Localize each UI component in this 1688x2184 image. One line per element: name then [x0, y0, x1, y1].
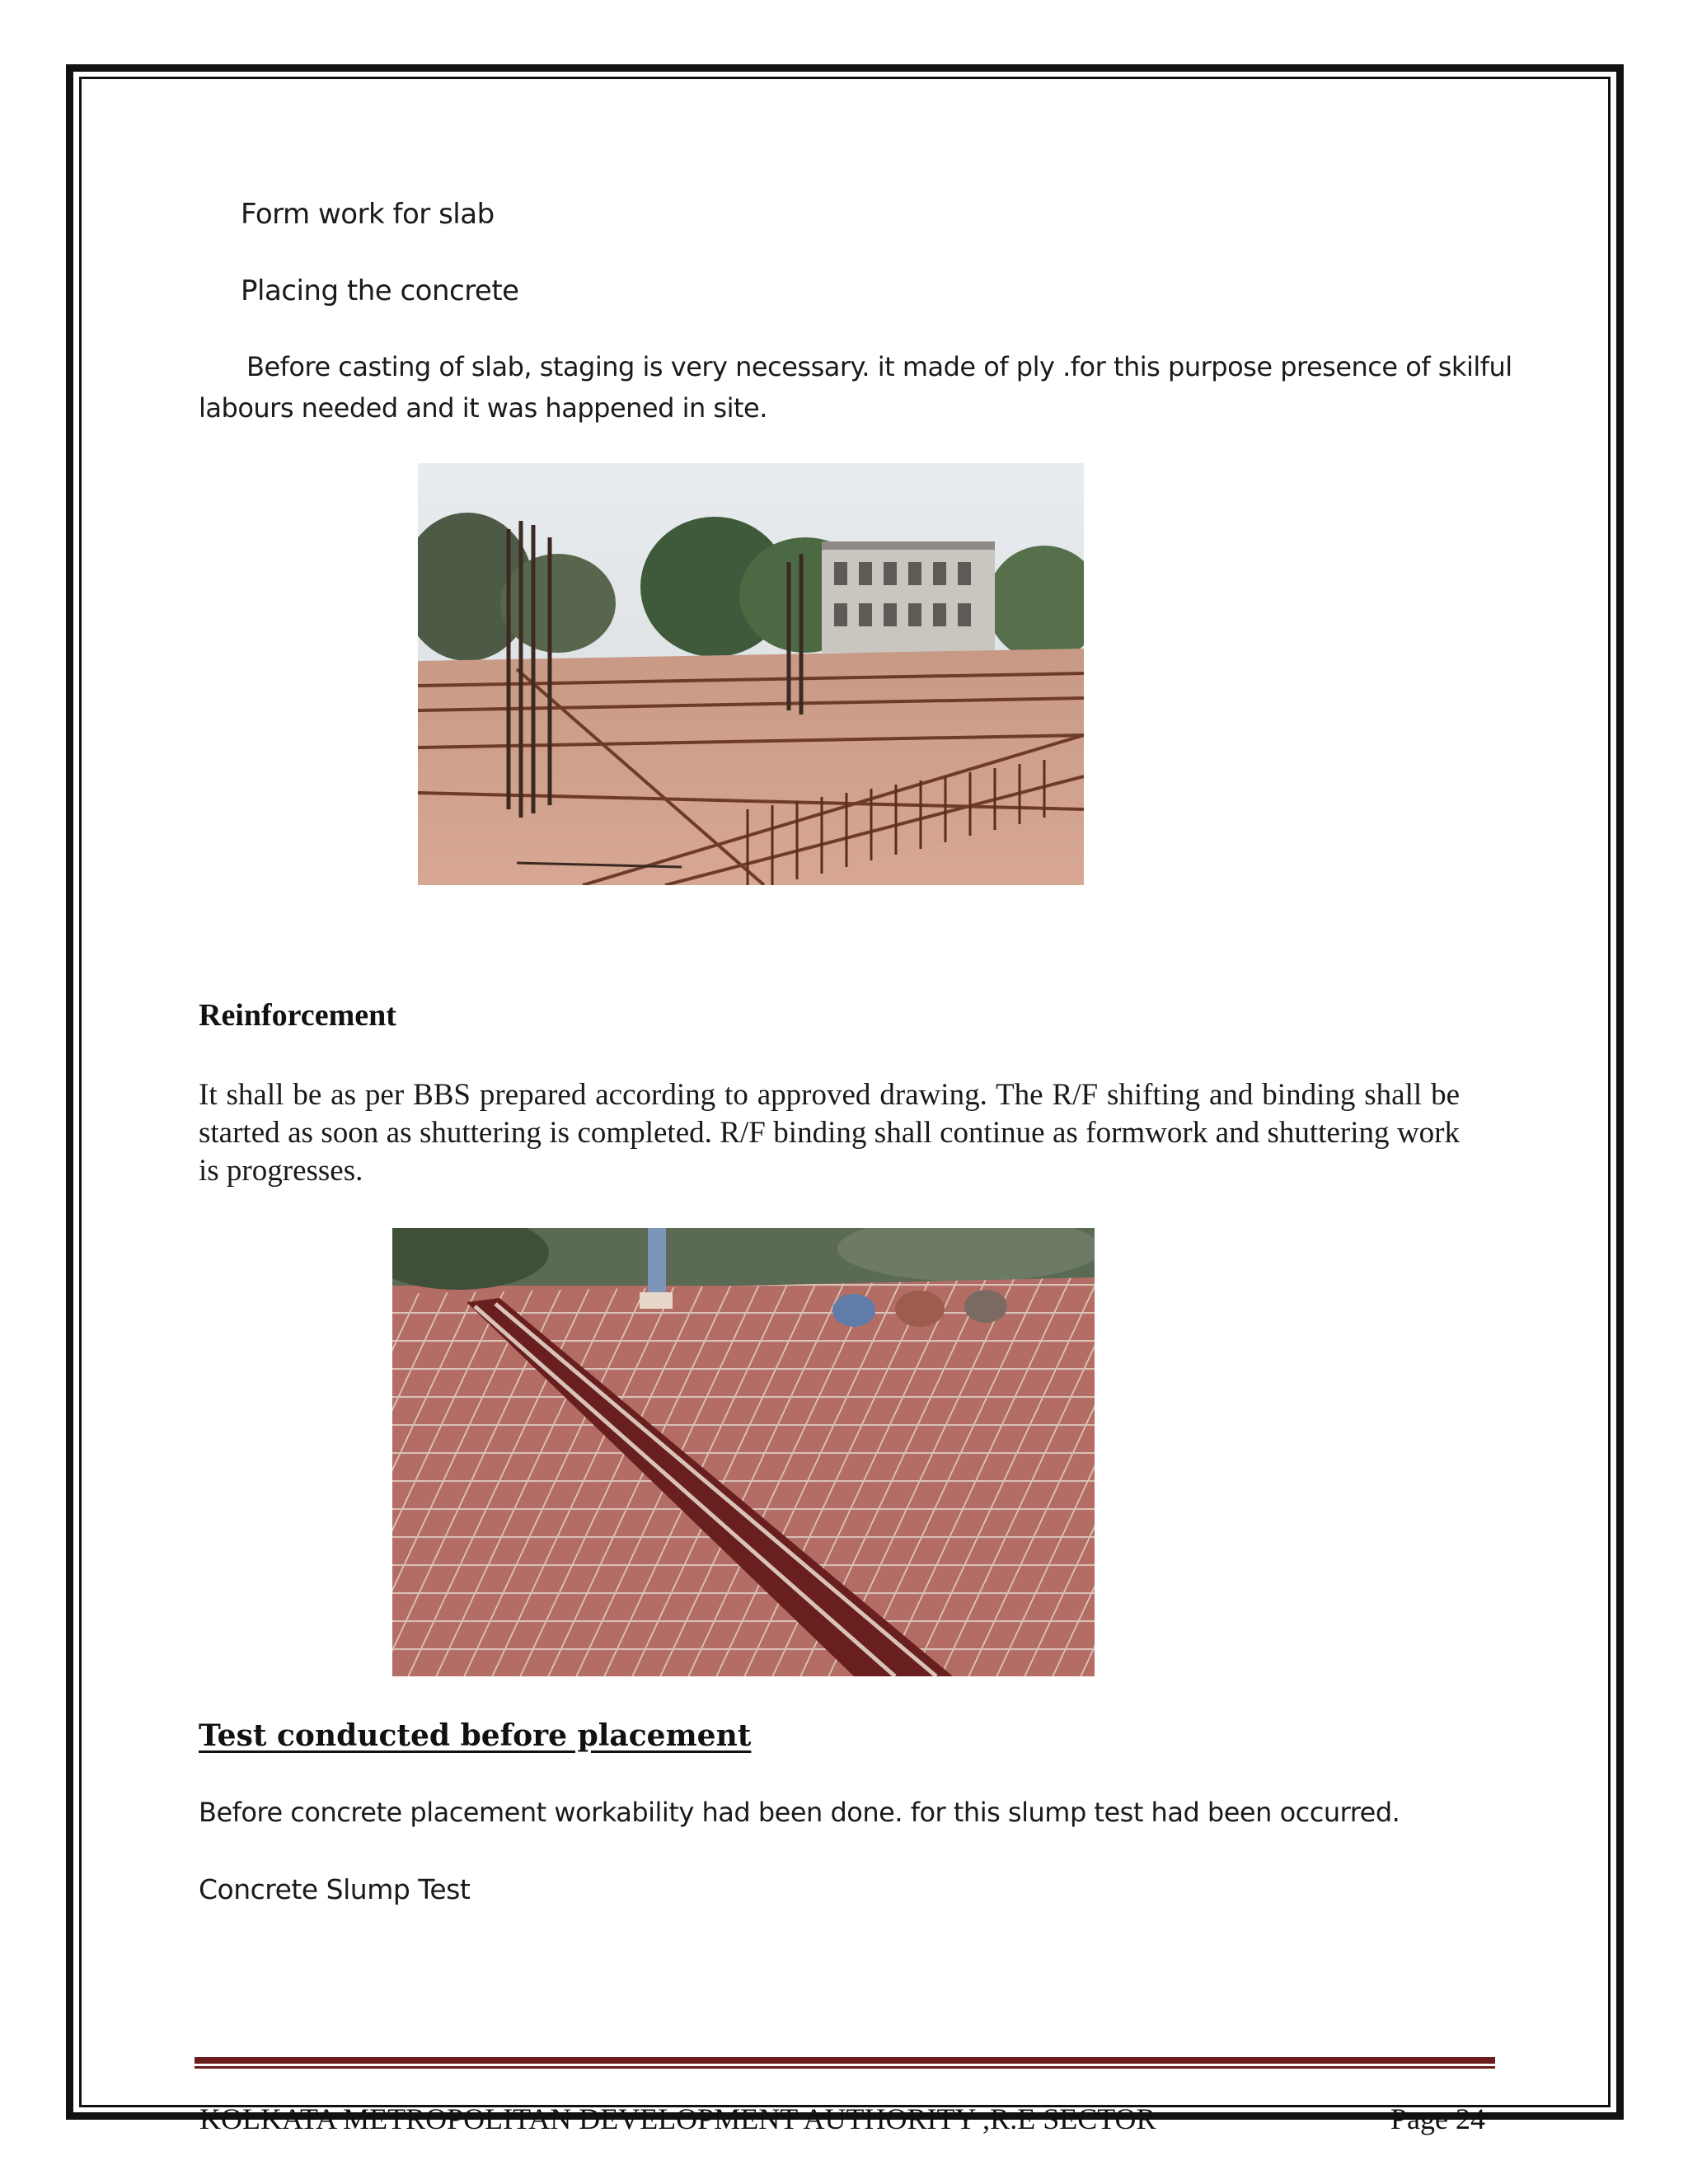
- reinforcement-heading: Reinforcement: [199, 998, 396, 1033]
- footer-rule-thin: [195, 2066, 1495, 2069]
- step-formwork: Form work for slab: [241, 198, 495, 231]
- footer-page-number: Page 24: [1390, 2102, 1485, 2135]
- footer-rule-thick: [195, 2057, 1495, 2064]
- rebar-mesh-photo: [392, 1228, 1095, 1676]
- staging-paragraph-line2: labours needed and it was happened in site.: [199, 392, 767, 424]
- footer-organization: KOLKATA METROPOLITAN DEVELOPMENT AUTHORITY ,R.E SECTOR: [199, 2102, 1156, 2135]
- staging-paragraph-line1: Before casting of slab, staging is very necessary. it made of ply .for this purpose presence of skilful: [246, 351, 1512, 382]
- formwork-rebar-photo: [418, 463, 1084, 885]
- test-paragraph: Before concrete placement workability had been done. for this slump test had been occurred.: [199, 1797, 1400, 1828]
- reinforcement-paragraph: It shall be as per BBS prepared according to approved drawing. The R/F shifting and binding shall be started as soon as shuttering is completed. R/F binding shall continue as formwork and shuttering work is progresses.: [199, 1078, 1460, 1188]
- test-heading: Test conducted before placement: [199, 1718, 752, 1753]
- slump-test-label: Concrete Slump Test: [199, 1873, 471, 1905]
- step-placing-concrete: Placing the concrete: [241, 274, 519, 307]
